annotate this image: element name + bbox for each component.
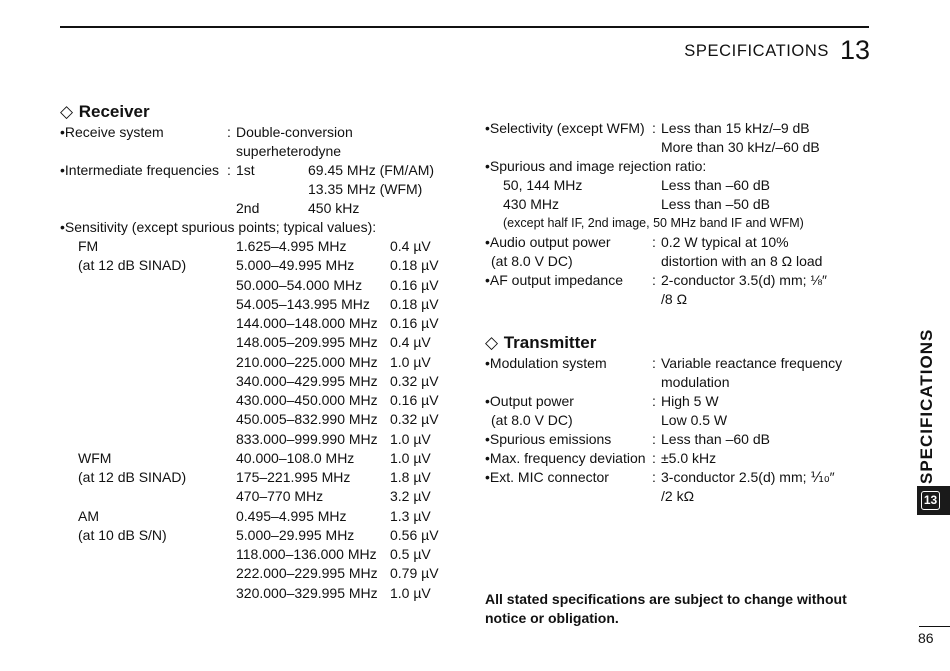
chapter-number: 13 [840, 35, 871, 65]
spec-value: 3-conductor 2.5(d) mm; ⅒″ [661, 469, 835, 485]
sensitivity-value: 0.18 µV [390, 295, 439, 312]
chapter-badge-number: 13 [921, 491, 940, 510]
if-freq: 69.45 MHz (FM/AM) [308, 162, 435, 178]
sensitivity-range: 175–221.995 MHz [236, 469, 351, 485]
sensitivity-row [60, 545, 460, 564]
sensitivity-value: 0.18 µV [390, 257, 439, 274]
sensitivity-value: 0.4 µV [390, 238, 431, 254]
sensitivity-row [60, 353, 460, 372]
header-title: SPECIFICATIONS [684, 42, 829, 60]
if-freq: 13.35 MHz (WFM) [308, 181, 423, 197]
sensitivity-range: 1.625–4.995 MHz [236, 238, 347, 254]
if-stage: 1st [236, 162, 255, 178]
sensitivity-range: 5.000–49.995 MHz [236, 257, 355, 274]
spec-colon: : [652, 234, 656, 250]
spurious-value: Less than –50 dB [661, 196, 770, 212]
spec-value: /8 Ω [661, 291, 688, 307]
sensitivity-value: 0.16 µV [390, 315, 439, 331]
sensitivity-range: 0.495–4.995 MHz [236, 507, 347, 524]
sensitivity-value: 0.32 µV [390, 411, 439, 428]
spec-value: distortion with an 8 Ω load [661, 253, 823, 269]
sensitivity-row [60, 333, 460, 352]
spurious-value: Less than –60 dB [661, 177, 770, 193]
spec-value: Variable reactance frequency [661, 355, 843, 371]
transmitter-heading-text: Transmitter [503, 333, 597, 352]
receiver-heading-text: Receiver [78, 102, 150, 121]
spec-value: 2-conductor 3.5(d) mm; ⅛″ [661, 272, 828, 288]
spurious-band: 430 MHz [503, 196, 560, 212]
sensitivity-range: 5.000–29.995 MHz [236, 526, 355, 543]
sensitivity-row [60, 449, 460, 468]
sensitivity-value: 1.0 µV [390, 449, 431, 466]
sensitivity-value: 0.79 µV [390, 565, 439, 582]
spec-colon: : [652, 272, 656, 288]
sensitivity-value: 1.3 µV [390, 507, 431, 524]
sensitivity-value: 1.0 µV [390, 430, 431, 447]
spec-label: (at 8.0 V DC) [491, 412, 573, 428]
spec-label: •Modulation system [485, 355, 607, 371]
sensitivity-value: 0.4 µV [390, 334, 431, 351]
sensitivity-row [60, 487, 460, 506]
sensitivity-mode: (at 12 dB SINAD) [78, 469, 187, 485]
sensitivity-mode: WFM [78, 449, 112, 466]
sensitivity-range: 833.000–999.990 MHz [236, 430, 378, 447]
max-frequency-deviation [485, 449, 885, 468]
sensitivity-row [60, 564, 460, 583]
spec-colon: : [652, 393, 656, 409]
side-tab-label: SPECIFICATIONS [917, 328, 936, 484]
spec-value: Double-conversion [236, 124, 353, 140]
sensitivity-mode: (at 10 dB S/N) [78, 526, 167, 543]
sensitivity-value: 0.56 µV [390, 526, 439, 543]
sensitivity-range: 222.000–229.995 MHz [236, 565, 378, 582]
sensitivity-range: 430.000–450.000 MHz [236, 392, 378, 408]
diamond-icon: ◇ [60, 102, 74, 121]
sensitivity-range: 450.005–832.990 MHz [236, 411, 378, 428]
sensitivity-value: 1.8 µV [390, 469, 431, 485]
sensitivity-mode: AM [78, 507, 99, 524]
sensitivity-range: 40.000–108.0 MHz [236, 449, 355, 466]
spurious-band: 50, 144 MHz [503, 177, 583, 193]
spec-colon: : [227, 124, 231, 140]
spec-value: High 5 W [661, 393, 719, 409]
spec-value: Less than 15 kHz/–9 dB [661, 120, 810, 136]
spec-label: •Receive system [60, 124, 164, 140]
if-stage: 2nd [236, 200, 260, 216]
sensitivity-range: 144.000–148.000 MHz [236, 315, 378, 331]
spec-colon: : [652, 120, 656, 136]
sensitivity-row [60, 295, 460, 314]
sensitivity-row [60, 430, 460, 449]
header-rule [60, 26, 869, 28]
if-freq: 450 kHz [308, 200, 360, 216]
sensitivity-value: 0.16 µV [390, 276, 439, 293]
receiver-heading [60, 102, 150, 122]
spec-value: modulation [661, 374, 730, 390]
spec-colon: : [652, 355, 656, 371]
sensitivity-value: 0.5 µV [390, 546, 431, 562]
transmitter-heading [485, 333, 596, 353]
spec-colon: : [652, 450, 656, 466]
spec-colon: : [652, 469, 656, 485]
spec-value: /2 kΩ [661, 488, 695, 504]
sensitivity-range: 54.005–143.995 MHz [236, 295, 370, 312]
page-number: 86 [918, 630, 934, 646]
chapter-badge [917, 486, 950, 515]
sensitivity-range: 50.000–54.000 MHz [236, 276, 363, 293]
spec-label: •Spurious and image rejection ratio: [485, 158, 707, 174]
sensitivity-row [60, 526, 460, 545]
spec-label: •Output power [485, 393, 574, 409]
sensitivity-row [60, 372, 460, 391]
sensitivity-row [60, 314, 460, 333]
sensitivity-value: 3.2 µV [390, 488, 431, 505]
spurious-emissions [485, 430, 885, 449]
spec-colon: : [227, 162, 231, 178]
sensitivity-mode: FM [78, 238, 99, 254]
spec-label: •AF output impedance [485, 272, 623, 288]
sensitivity-value: 0.32 µV [390, 372, 439, 389]
sensitivity-row [60, 507, 460, 526]
spec-value: 0.2 W typical at 10% [661, 234, 789, 250]
spec-label: •Audio output power [485, 234, 611, 250]
sensitivity-range: 340.000–429.995 MHz [236, 372, 378, 389]
spec-label: •Sensitivity (except spurious points; typical values): [60, 219, 377, 235]
sensitivity-heading [60, 218, 460, 237]
sensitivity-range: 210.000–225.000 MHz [236, 353, 378, 370]
spec-value: Less than –60 dB [661, 431, 770, 447]
sensitivity-row [60, 468, 460, 487]
sensitivity-range: 320.000–329.995 MHz [236, 584, 378, 601]
sensitivity-range: 118.000–136.000 MHz [236, 546, 377, 562]
spec-label: •Max. frequency deviation [485, 450, 646, 466]
sensitivity-row [60, 391, 460, 410]
sensitivity-mode: (at 12 dB SINAD) [78, 257, 187, 274]
sensitivity-value: 1.0 µV [390, 353, 431, 370]
sensitivity-value: 1.0 µV [390, 584, 431, 601]
spurious-note: (except half IF, 2nd image, 50 MHz band IF and WFM) [503, 216, 804, 230]
disclaimer-line: All stated specifications are subject to change without [485, 591, 847, 607]
diamond-icon: ◇ [485, 333, 499, 352]
spec-label: •Spurious emissions [485, 431, 612, 447]
spec-value: ±5.0 kHz [661, 450, 717, 466]
page-number-rule [919, 626, 950, 627]
sensitivity-value: 0.16 µV [390, 392, 439, 408]
sensitivity-row [60, 276, 460, 295]
spec-label: •Intermediate frequencies [60, 162, 219, 178]
spec-colon: : [652, 431, 656, 447]
sensitivity-row [60, 237, 460, 256]
spec-value: superheterodyne [236, 143, 342, 159]
sensitivity-row [60, 256, 460, 275]
sensitivity-row [60, 410, 460, 429]
spec-label: (at 8.0 V DC) [491, 253, 573, 269]
spec-value: More than 30 kHz/–60 dB [661, 139, 820, 155]
sensitivity-range: 470–770 MHz [236, 488, 324, 505]
sensitivity-row [60, 584, 460, 603]
spec-label: •Selectivity (except WFM) [485, 120, 645, 136]
spec-label: •Ext. MIC connector [485, 469, 609, 485]
sensitivity-range: 148.005–209.995 MHz [236, 334, 378, 351]
spec-value: Low 0.5 W [661, 412, 728, 428]
disclaimer-line: notice or obligation. [485, 610, 619, 626]
